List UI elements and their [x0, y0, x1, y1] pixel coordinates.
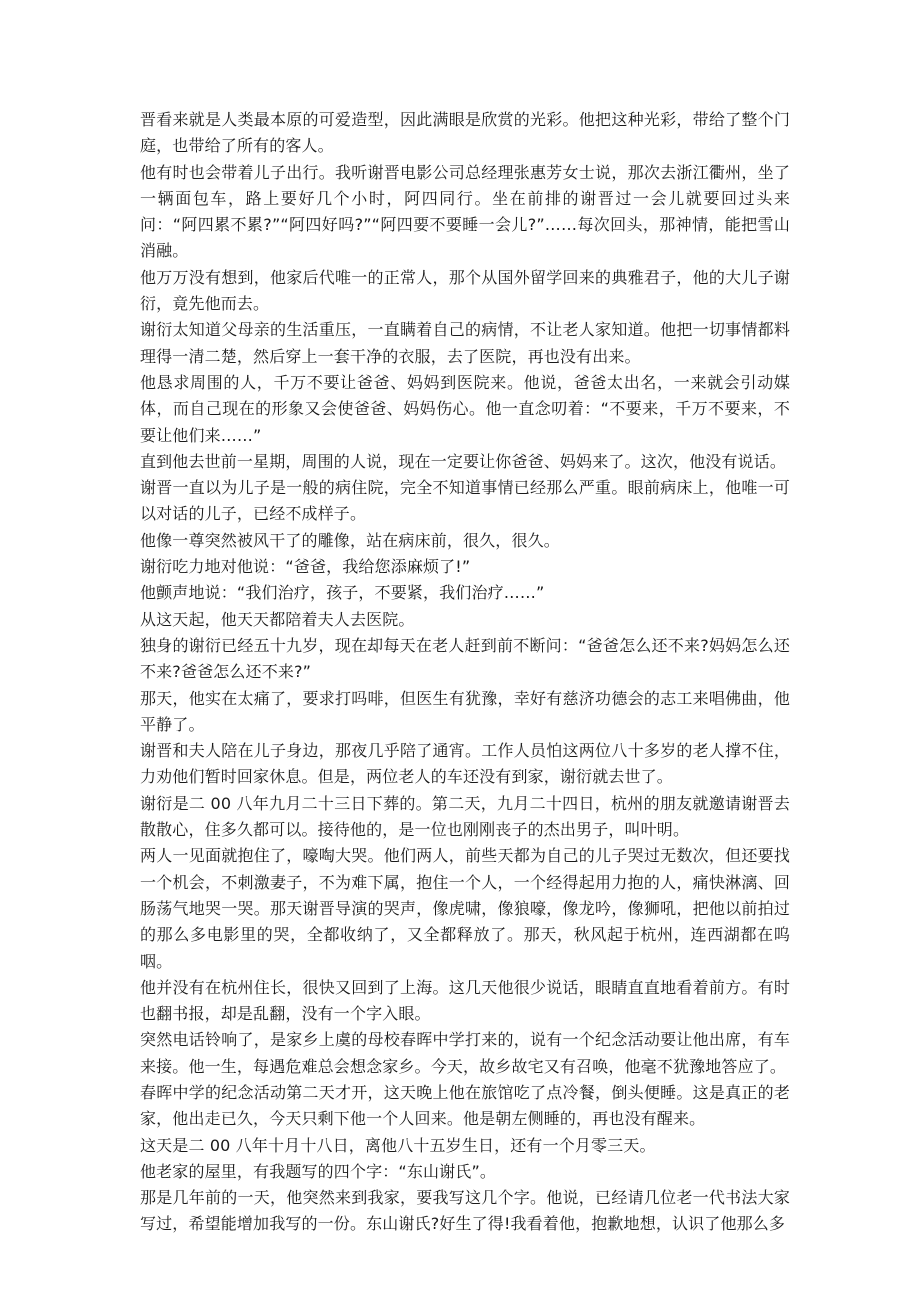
paragraph: 这天是二 00 八年十月十八日，离他八十五岁生日，还有一个月零三天。 — [140, 1135, 656, 1155]
paragraph: 两人一见面就抱住了，嚎啕大哭。他们两人，前些天都为自己的儿子哭过无数次，但还要找一个机会，不刺激妻子，不为难下属，抱住一个人，一个经得起用力抱的人，痛快淋漓、回肠荡气地哭一哭。那天谢晋导演的哭声，像虎啸，像狼嚎，像龙吟，像狮吼，把他以前拍过的那么多电影里的哭，全都收纳了，又全都释放了。那天，秋风起于杭州，连西湖都在呜咽。 — [140, 846, 790, 971]
paragraph: 他老家的屋里，有我题写的四个字：“东山谢氏”。 — [140, 1161, 497, 1181]
paragraph: 直到他去世前一星期，周围的人说，现在一定要让你爸爸、妈妈来了。这次，他没有说话。 — [140, 451, 787, 471]
paragraph: 谢衍是二 00 八年九月二十三日下葬的。第二天，九月二十四日，杭州的朋友就邀请谢晋去散散心，住多久都可以。接待他的，是一位也刚刚丧子的杰出男子，叫叶明。 — [140, 793, 790, 840]
paragraph: 谢晋和夫人陪在儿子身边，那夜几乎陪了通宵。工作人员怕这两位八十多岁的老人撑不住，力劝他们暂时回家休息。但是，两位老人的车还没有到家，谢衍就去世了。 — [140, 741, 790, 787]
paragraph: 谢晋一直以为儿子是一般的病住院，完全不知道事情已经那么严重。眼前病床上，他唯一可以对话的儿子，已经不成样子。 — [140, 478, 790, 524]
paragraph: 那是几年前的一天，他突然来到我家，要我写这几个字。他说，已经请几位老一代书法大家写过，希望能增加我写的一份。东山谢氏?好生了得!我看着他，抱歉地想，认识了他那么多 — [140, 1188, 790, 1234]
paragraph: 那天，他实在太痛了，要求打吗啡，但医生有犹豫，幸好有慈济功德会的志工来唱佛曲，他平静了。 — [140, 688, 790, 734]
paragraph: 他万万没有想到，他家后代唯一的正常人，那个从国外留学回来的典雅君子，他的大儿子谢衍，竟先他而去。 — [140, 267, 790, 314]
paragraph: 他颤声地说：“我们治疗，孩子，不要紧，我们治疗……” — [140, 583, 545, 603]
paragraph: 谢衍吃力地对他说：“爸爸，我给您添麻烦了!” — [140, 557, 471, 577]
paragraph: 晋看来就是人类最本原的可爱造型，因此满眼是欣赏的光彩。他把这种光彩，带给了整个门庭，也带给了所有的客人。 — [140, 110, 790, 156]
paragraph: 春晖中学的纪念活动第二天才开，这天晚上他在旅馆吃了点冷餐，倒头便睡。这是真正的老家，他出走已久，今天只剩下他一个人回来。他是朝左侧睡的，再也没有醒来。 — [140, 1082, 790, 1129]
paragraph: 谢衍太知道父母亲的生活重压，一直瞒着自己的病情，不让老人家知道。他把一切事情都料理得一清二楚，然后穿上一套干净的衣服，去了医院，再也没有出来。 — [140, 320, 790, 366]
document-body — [140, 107, 790, 1238]
paragraph: 他恳求周围的人，千万不要让爸爸、妈妈到医院来。他说，爸爸太出名，一来就会引动媒体，而自己现在的形象又会使爸爸、妈妈伤心。他一直念叨着：“不要来，千万不要来，不要让他们来……” — [140, 372, 790, 445]
paragraph: 他并没有在杭州住长，很快又回到了上海。这几天他很少说话，眼睛直直地看着前方。有时也翻书报，却是乱翻，没有一个字入眼。 — [140, 977, 790, 1024]
paragraph: 他像一尊突然被风干了的雕像，站在病床前，很久，很久。 — [140, 530, 560, 550]
paragraph: 他有时也会带着儿子出行。我听谢晋电影公司总经理张惠芳女士说，那次去浙江衢州，坐了一辆面包车，路上要好几个小时，阿四同行。坐在前排的谢晋过一会儿就要回过头来问：“阿四累不累?”“阿四好吗?”“阿四要不要睡一会儿?”……每次回头，那神情，能把雪山消融。 — [140, 162, 790, 261]
paragraph: 从这天起，他天天都陪着夫人去医院。 — [140, 609, 415, 629]
paragraph: 突然电话铃响了，是家乡上虞的母校春晖中学打来的，说有一个纪念活动要让他出席，有车来接。他一生，每遇危难总会想念家乡。今天，故乡故宅又有召唤，他毫不犹豫地答应了。 — [140, 1030, 790, 1076]
paragraph: 独身的谢衍已经五十九岁，现在却每天在老人赶到前不断问：“爸爸怎么还不来?妈妈怎么还不来?爸爸怎么还不来?” — [140, 635, 790, 682]
